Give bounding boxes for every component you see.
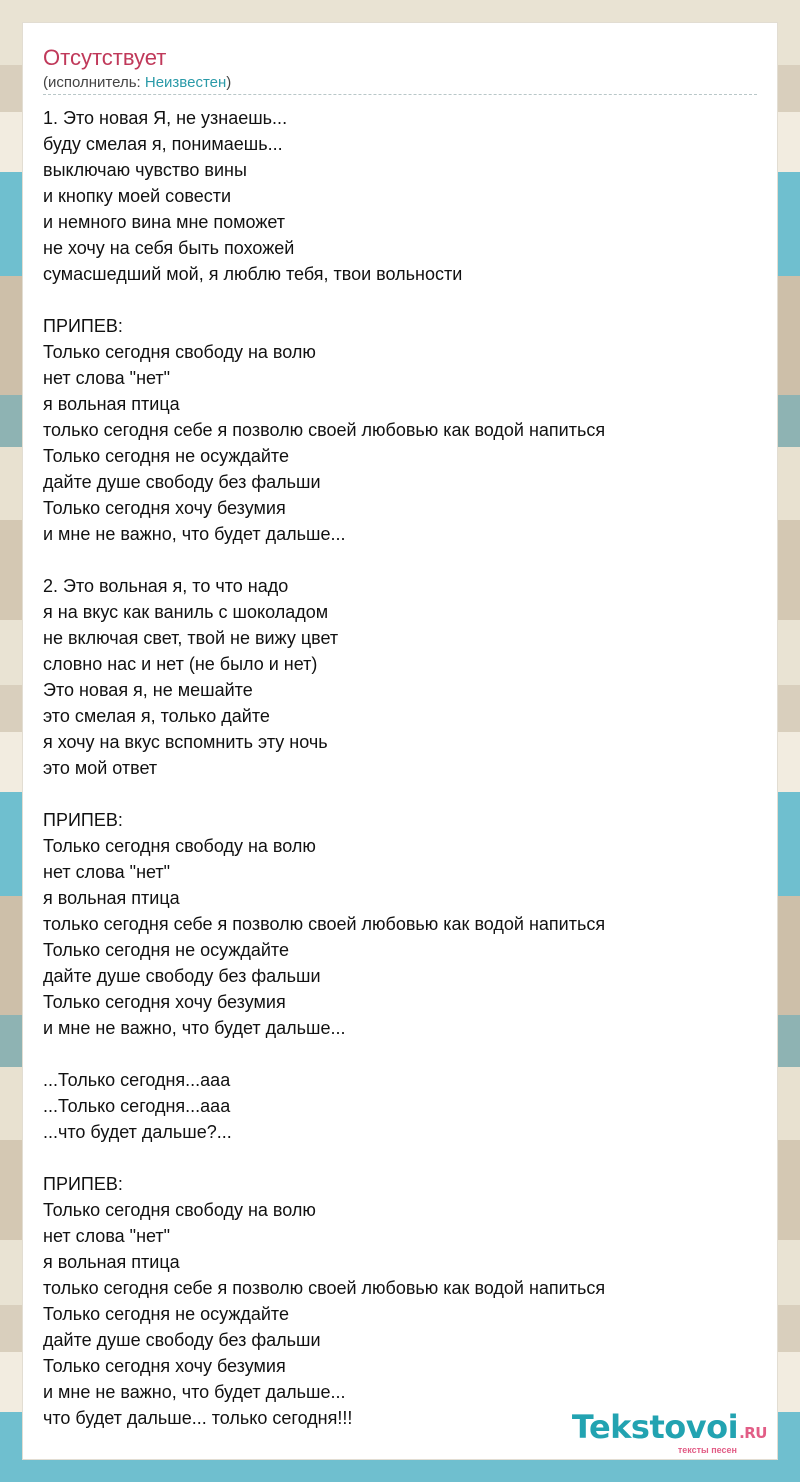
lyric-line: нет слова "нет" [43, 862, 171, 882]
lyric-line: ПРИПЕВ: [43, 810, 123, 830]
lyric-line: Только сегодня не осуждайте [43, 1304, 289, 1324]
lyric-line: Только сегодня не осуждайте [43, 940, 289, 960]
lyric-line: Только сегодня хочу безумия [43, 498, 286, 518]
lyric-line [43, 287, 763, 313]
logo-tagline: тексты песен [677, 1445, 737, 1455]
lyric-line [43, 781, 763, 807]
lyric-line: Только сегодня свободу на волю [43, 342, 316, 362]
lyric-line: Только сегодня хочу безумия [43, 992, 286, 1012]
logo-name: Tekstovoi [571, 1408, 739, 1446]
lyric-line: 1. Это новая Я, не узнаешь... [43, 108, 288, 128]
lyric-line: что будет дальше... только сегодня!!! [43, 1408, 353, 1428]
lyric-line: и кнопку моей совести [43, 186, 232, 206]
lyric-line: дайте душе свободу без фальши [43, 1330, 321, 1350]
lyric-line: буду смелая я, понимаешь... [43, 134, 283, 154]
artist-link[interactable]: Неизвестен [144, 74, 227, 91]
lyric-line: Это новая я, не мешайте [43, 680, 253, 700]
artist-suffix: ) [226, 74, 232, 91]
lyric-line: я хочу на вкус вспомнить эту ночь [43, 732, 328, 752]
lyrics-card [22, 22, 778, 1460]
lyric-line: я вольная птица [43, 888, 180, 908]
lyric-line: и мне не важно, что будет дальше... [43, 524, 346, 544]
lyric-line [43, 1145, 763, 1171]
site-logo[interactable] [571, 1408, 767, 1455]
lyric-line: Только сегодня свободу на волю [43, 836, 316, 856]
lyric-line: Только сегодня хочу безумия [43, 1356, 286, 1376]
lyric-line: я вольная птица [43, 1252, 180, 1272]
lyric-line: словно нас и нет (не было и нет) [43, 654, 318, 674]
lyric-line: нет слова "нет" [43, 1226, 171, 1246]
lyric-line: только сегодня себе я позволю своей любовью как водой напиться [43, 914, 606, 934]
artist-prefix: (исполнитель: [43, 74, 145, 91]
lyric-line: ПРИПЕВ: [43, 1174, 123, 1194]
logo-tld: .RU [739, 1424, 767, 1442]
lyric-line [43, 547, 763, 573]
header-divider [43, 94, 757, 95]
lyric-line: только сегодня себе я позволю своей любовью как водой напиться [43, 420, 606, 440]
lyric-line: только сегодня себе я позволю своей любовью как водой напиться [43, 1278, 606, 1298]
lyric-line: нет слова "нет" [43, 368, 171, 388]
lyric-line: 2. Это вольная я, то что надо [43, 576, 289, 596]
lyric-line: ...Только сегодня...ааа [43, 1070, 231, 1090]
lyric-line: и немного вина мне поможет [43, 212, 286, 232]
lyric-line: ...что будет дальше?... [43, 1122, 232, 1142]
lyric-line: дайте душе свободу без фальши [43, 966, 321, 986]
lyric-line: ПРИПЕВ: [43, 316, 123, 336]
lyric-line: и мне не важно, что будет дальше... [43, 1382, 346, 1402]
lyric-line: не хочу на себя быть похожей [43, 238, 295, 258]
lyric-line: и мне не важно, что будет дальше... [43, 1018, 346, 1038]
lyric-line: Только сегодня не осуждайте [43, 446, 289, 466]
logo-wordmark [571, 1408, 767, 1449]
lyric-line: ...Только сегодня...ааа [43, 1096, 231, 1116]
lyric-line: дайте душе свободу без фальши [43, 472, 321, 492]
lyric-line: Только сегодня свободу на волю [43, 1200, 316, 1220]
lyric-line: я вольная птица [43, 394, 180, 414]
lyric-line [43, 1041, 763, 1067]
lyric-line: выключаю чувство вины [43, 160, 247, 180]
artist-line [43, 74, 231, 92]
song-title: Отсутствует [43, 45, 167, 70]
lyric-line: не включая свет, твой не вижу цвет [43, 628, 339, 648]
lyric-line: я на вкус как ваниль с шоколадом [43, 602, 329, 622]
lyrics-text [43, 105, 763, 1431]
lyric-line: это смелая я, только дайте [43, 706, 270, 726]
lyric-line: это мой ответ [43, 758, 158, 778]
lyric-line: сумасшедший мой, я люблю тебя, твои вольности [43, 264, 463, 284]
